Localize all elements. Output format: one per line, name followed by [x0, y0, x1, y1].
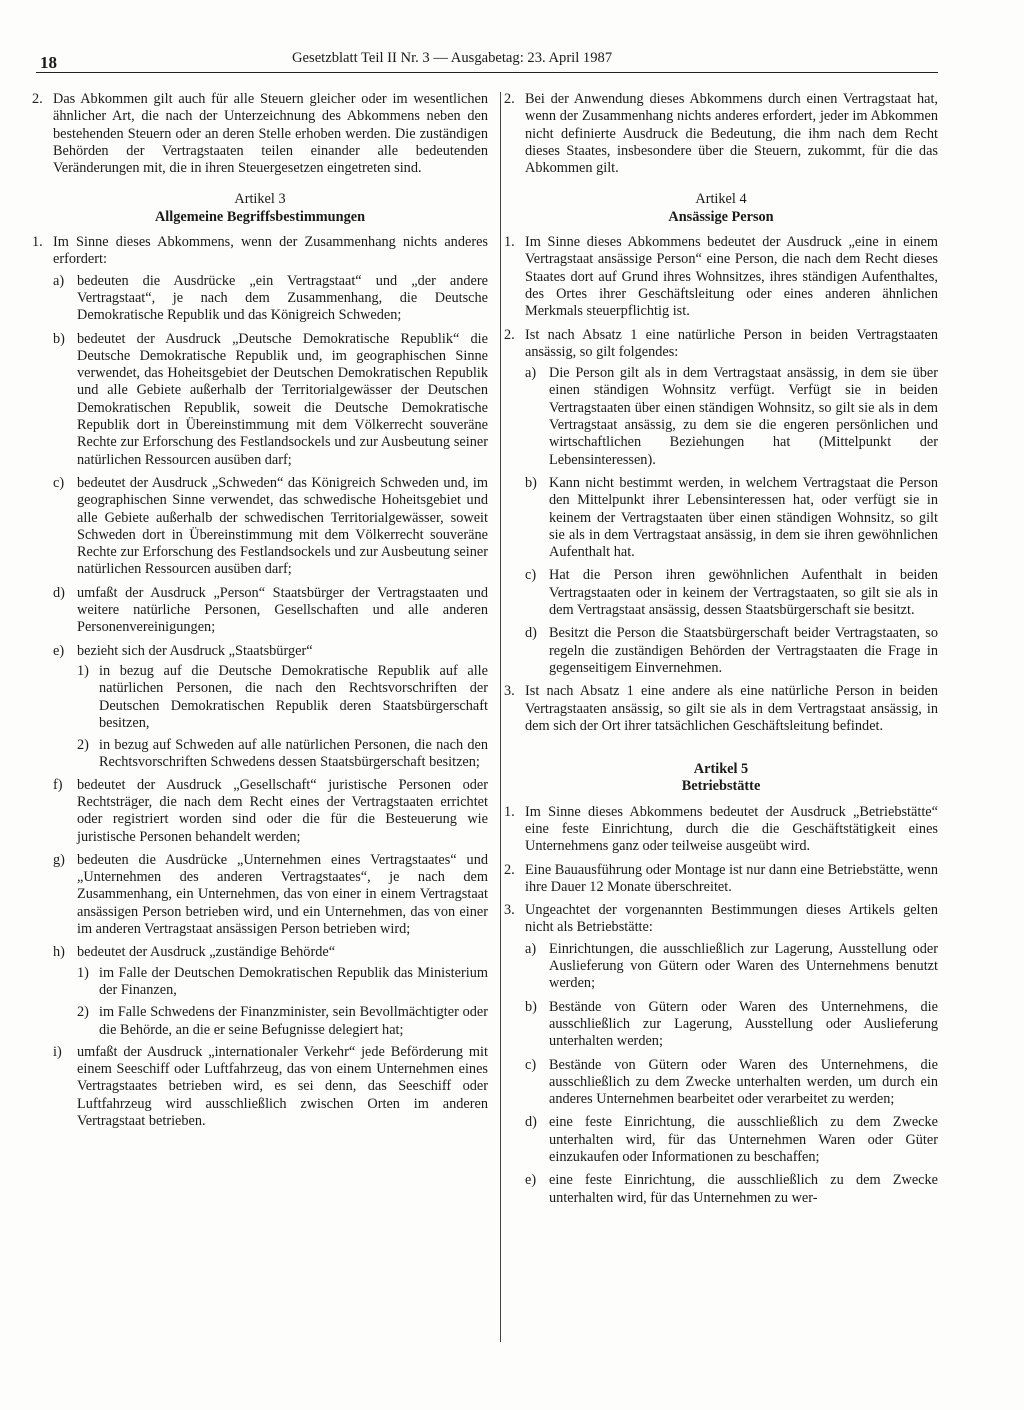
- art4-rule-d: d) Besitzt die Person die Staatsbürgerschaft beider Vertragstaaten, so regeln die zuständigen Behörden der Vertragstaaten die Frage in gegenseitigem Einvernehmen.: [525, 625, 938, 676]
- definition-f: f) bedeutet der Ausdruck „Gesellschaft“ juristische Personen oder Rechtsträger, die nach dem Recht eines der Vertragstaaten errichtet oder registriert worden sind oder die für die Besteuerung wie juristische Personen behandelt werden;: [53, 776, 488, 845]
- art5-paragraph-1: 1. Im Sinne dieses Abkommens bedeutet der Ausdruck „Betriebstätte“ eine feste Einrichtung, durch die die Geschäftstätigkeit eines Unternehmens ganz oder teilweise ausgeübt wird.: [504, 803, 938, 855]
- art5-paragraph-2: 2. Eine Bauausführung oder Montage ist nur dann eine Betriebstätte, wenn ihre Dauer 12 Monate überschreitet.: [504, 861, 938, 895]
- definition-e: e) bezieht sich der Ausdruck „Staatsbürger“: [53, 642, 313, 659]
- article-5-heading: Artikel 5: [693, 761, 749, 778]
- definition-h: h) bedeutet der Ausdruck „zuständige Behörde“: [53, 944, 336, 961]
- header-rule: [36, 72, 938, 73]
- art4-paragraph-1: 1. Im Sinne dieses Abkommens bedeutet der Ausdruck „eine in einem Vertragstaat ansässige Person“ eine Person, die nach dem Recht dieses Staates dort auf Grund ihres Wohnsitzes, ihres ständigen Aufenthaltes, des Ortes ihrer Geschäftsleitung oder eines anderen ähnlichen Merkmals steuerpflichtig ist.: [504, 234, 938, 320]
- article-4-heading: Artikel 4: [695, 191, 747, 208]
- art5-exclusions: [525, 941, 938, 1207]
- definition-e-2: 2) in bezug auf Schweden auf alle natürlichen Personen, die nach den Rechtsvorschriften Schwedens dessen Staatsbürgerschaft besitzen;: [77, 737, 488, 771]
- art5-item-c: c) Bestände von Gütern oder Waren des Unternehmens, die ausschließlich zu dem Zwecke unterhalten werden, um durch ein anderes Unternehmen bearbeitet oder verarbeitet zu werden;: [525, 1056, 938, 1108]
- art3-paragraph-2: 2. Bei der Anwendung dieses Abkommens durch einen Vertragstaat hat, wenn der Zusammenhang nichts anderes erfordert, jeder im Abkommen nicht definierte Ausdruck die Bedeutung, die ihm nach dem Recht dieses Staates, insbesondere über die Steuern, zukommt, für die das Abkommen gilt.: [504, 91, 938, 177]
- art4-paragraph-3: 3. Ist nach Absatz 1 eine andere als eine natürliche Person in beiden Vertragstaaten ansässig, so gilt sie als in dem Vertragstaat ansässig, in dem sich der Ort ihrer tatsächlichen Geschäftsleitung befindet.: [504, 683, 938, 734]
- art4-paragraph-2: 2. Ist nach Absatz 1 eine natürliche Person in beiden Vertragstaaten ansässig, so gilt folgendes:: [504, 326, 938, 360]
- art5-item-b: b) Bestände von Gütern oder Waren des Unternehmens, die ausschließlich zur Lagerung, Ausstellung oder Auslieferung unterhalten werden;: [525, 998, 938, 1050]
- art2-paragraph-2: 2. Das Abkommen gilt auch für alle Steuern gleicher oder im wesentlichen ähnlicher Art, die nach der Unterzeichnung des Abkommens neben den bestehenden Steuern oder an deren Stelle erhoben werden. Die zuständigen Behörden der Vertragstaaten teilen einander alle bedeutenden Veränderungen mit, die in ihren Steuergesetzen eingetreten sind.: [32, 91, 488, 177]
- art5-paragraph-3: 3. Ungeachtet der vorgenannten Bestimmungen dieses Artikels gelten nicht als Betriebstätte:: [504, 902, 938, 936]
- article-4-title: Ansässige Person: [668, 208, 774, 225]
- page-number: 18: [40, 53, 57, 72]
- definition-d: d) umfaßt der Ausdruck „Person“ Staatsbürger der Vertragstaaten und weitere natürliche Personen, Gesellschaften und alle anderen Personenvereinigungen;: [53, 584, 488, 636]
- definition-a: a) bedeuten die Ausdrücke „ein Vertragstaat“ und „der andere Vertragstaat“, je nach dem Zusammenhang, die Deutsche Demokratische Republik und das Königreich Schweden;: [53, 272, 488, 324]
- column-divider: [500, 92, 501, 1342]
- art5-item-e: e) eine feste Einrichtung, die ausschließlich zu dem Zwecke unterhalten wird, für das Unternehmen zu wer-: [525, 1172, 938, 1206]
- article-3-heading: Artikel 3: [234, 191, 286, 208]
- definition-h-2: 2) im Falle Schwedens der Finanzminister, sein Bevollmächtigter oder die Behörde, an die er seine Befugnisse delegiert hat;: [77, 1004, 488, 1038]
- article-5-title: Betriebstätte: [681, 778, 761, 795]
- art4-rule-c: c) Hat die Person ihren gewöhnlichen Aufenthalt in beiden Vertragstaaten oder in keinem der Vertragstaaten, so gilt sie als in dem Vertragstaat ansässig, dessen Staatsbürgerschaft sie besitzt.: [525, 567, 938, 619]
- art4-rules: [525, 365, 938, 677]
- definition-e-items: [77, 663, 488, 772]
- art5-item-a: a) Einrichtungen, die ausschließlich zur Lagerung, Ausstellung oder Auslieferung von Gütern oder Waren des Unternehmens benutzt werden;: [525, 940, 938, 992]
- definition-h-items: [77, 965, 488, 1039]
- left-column: [32, 91, 488, 1136]
- definition-h-1: 1) im Falle der Deutschen Demokratischen Republik das Ministerium der Finanzen,: [77, 964, 488, 998]
- definition-e-1: 1) in bezug auf die Deutsche Demokratische Republik auf alle natürlichen Personen, die nach den Rechtsvorschriften der Deutschen Demokratischen Republik deren Staatsbürgerschaft besitzen,: [77, 662, 488, 731]
- right-column: [504, 91, 938, 1213]
- running-header: Gesetzblatt Teil II Nr. 3 — Ausgabetag: 23. April 1987: [292, 50, 613, 66]
- art3-paragraph-1: 1. Im Sinne dieses Abkommens, wenn der Zusammenhang nichts anderes erfordert:: [32, 234, 488, 268]
- art4-rule-b: b) Kann nicht bestimmt werden, in welchem Vertragstaat die Person den Mittelpunkt ihrer Lebensinteressen hat, oder verfügt sie in keinem der Vertragstaaten über einen ständigen Wohnsitz, so gilt sie als in dem Vertragstaat ansässig, in dem sie ihren gewöhnlichen Aufenthalt hat.: [525, 474, 938, 561]
- definition-g: g) bedeuten die Ausdrücke „Unternehmen eines Vertragstaates“ und „Unternehmen des anderen Vertragstaates“, je nach dem Zusammenhang, ein Unternehmen, das von einer in einem Vertragstaat ansässigen Person betrieben wird, und ein Unternehmen, das von einer im anderen Vertragstaat ansässigen Person betrieben wird;: [53, 851, 488, 938]
- definition-b: b) bedeutet der Ausdruck „Deutsche Demokratische Republik“ die Deutsche Demokratische Republik und, im geographischen Sinne verwendet, das Hoheitsgebiet der Deutschen Demokratischen Republik und alle Gebiete außerhalb der Territorialgewässer der Deutschen Demokratischen Republik, soweit die Deutsche Demokratische Republik dort in Übereinstimmung mit dem Völkerrecht souveräne Rechte zur Erforschung des Festlandsockels und zur Ausbeutung seiner natürlichen Ressourcen ausüben darf;: [53, 330, 488, 468]
- art5-item-d: d) eine feste Einrichtung, die ausschließlich zu dem Zwecke unterhalten wird, für das Unternehmen Waren oder Güter einzukaufen oder Informationen zu beschaffen;: [525, 1114, 938, 1166]
- definition-i: i) umfaßt der Ausdruck „internationaler Verkehr“ jede Beförderung mit einem Seeschiff oder Luftfahrzeug, das von einem Unternehmen eines Vertragstaates betrieben wird, es sei denn, das Seeschiff oder Luftfahrzeug wird ausschließlich zwischen Orten im anderen Vertragstaat betrieben.: [53, 1043, 488, 1130]
- definition-c: c) bedeutet der Ausdruck „Schweden“ das Königreich Schweden und, im geographischen Sinne verwendet, das schwedische Hoheitsgebiet und alle Gebiete außerhalb der schwedischen Territorialgewässer, soweit Schweden dort in Übereinstimmung mit dem Völkerrecht souveräne Rechte zur Erforschung des Festlandsockels und zur Ausbeutung seiner natürlichen Ressourcen ausüben darf;: [53, 474, 488, 578]
- art4-rule-a: a) Die Person gilt als in dem Vertragstaat ansässig, in dem sie über einen ständigen Wohnsitz verfügt. Verfügt sie in beiden Vertragstaaten über einen ständigen Wohnsitz, so gilt sie als in dem Vertragstaat ansässig, zu dem sie die engeren persönlichen und wirtschaftlichen Beziehungen hat (Mittelpunkt der Lebensinteressen).: [525, 365, 938, 468]
- article-3-title: Allgemeine Begriffsbestimmungen: [154, 208, 366, 225]
- art3-definitions: [53, 273, 488, 1131]
